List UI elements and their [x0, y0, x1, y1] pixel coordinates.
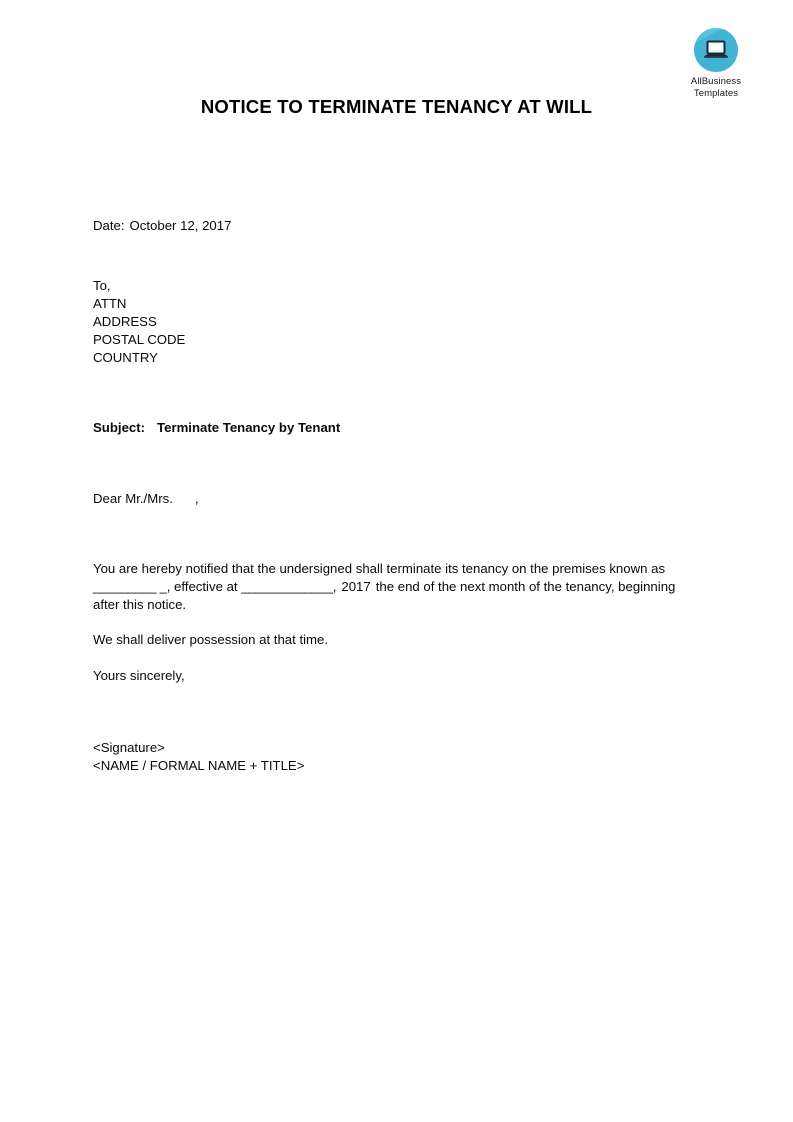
page-title: NOTICE TO TERMINATE TENANCY AT WILL	[200, 96, 593, 117]
recipient-to: To,	[93, 278, 111, 293]
body-p1-part3: ,	[332, 579, 337, 594]
recipient-address-block	[93, 277, 699, 367]
laptop-icon	[694, 28, 738, 72]
date-line	[93, 217, 699, 235]
date-label: Date:	[93, 218, 125, 233]
subject-value: Terminate Tenancy by Tenant	[157, 420, 341, 435]
closing-line: Yours sincerely,	[93, 668, 185, 683]
salutation-line	[93, 490, 699, 508]
signature-block	[93, 739, 699, 775]
subject-label: Subject:	[93, 420, 146, 435]
recipient-address: ADDRESS	[93, 314, 157, 329]
logo-text-line1: AllBusiness	[690, 76, 742, 87]
recipient-attn: ATTN	[93, 296, 127, 311]
salutation-text: Dear Mr./Mrs.	[93, 491, 173, 506]
body-p1-year: 2017	[341, 579, 371, 594]
body-paragraph-2: We shall deliver possession at that time.	[93, 632, 329, 647]
salutation-comma: ,	[194, 491, 199, 506]
blank-effective-date[interactable]: _____________	[241, 579, 333, 594]
date-value: October 12, 2017	[129, 218, 232, 233]
body-p1-part4: the end of the next month of the tenancy, beginning after this notice.	[93, 579, 676, 612]
body-paragraph-1	[93, 560, 699, 614]
body-p1-part1: You are hereby notified that the undersigned shall terminate its tenancy on the premises known as	[93, 561, 666, 576]
brand-logo	[679, 28, 753, 99]
signer-name-placeholder: <NAME / FORMAL NAME + TITLE>	[93, 758, 305, 773]
recipient-postal-code: POSTAL CODE	[93, 332, 186, 347]
blank-premises[interactable]: _________ _	[93, 579, 167, 594]
subject-line	[93, 419, 699, 437]
signature-placeholder: <Signature>	[93, 740, 165, 755]
logo-text-line2: Templates	[693, 87, 739, 99]
recipient-country: COUNTRY	[93, 350, 158, 365]
body-p1-part2: , effective at	[166, 579, 238, 594]
